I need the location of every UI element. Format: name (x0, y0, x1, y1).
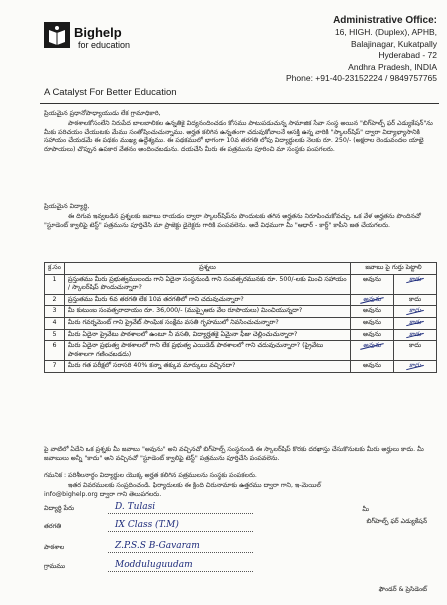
eligibility-questions-table (44, 262, 437, 373)
handwritten-field-value: D. Tulasi (115, 502, 156, 512)
salutation: ప్రియమైన ప్రధానోపాధ్యాయుడు లేక గ్రామాధికారి, (44, 110, 161, 117)
note-line: గమనిక : పరిశీలనార్థం విద్యార్థుల యొక్క అర్హత కలిగిన పత్రములను సంస్థకు పంపకలరు. (44, 472, 257, 479)
question-text: మీ కుటుంబ సంవత్సరాదాయం రూ. 36,000/- (ముప్పైఆరు వేల రూపాయలు) మించియున్నదా? (64, 306, 350, 318)
table-row (45, 341, 437, 361)
handwritten-field-value: IX Class (T.M) (115, 520, 179, 530)
answer-no-label: కాదు (408, 307, 422, 315)
answer-yes-option[interactable] (351, 361, 394, 373)
answer-yes-option[interactable] (351, 274, 394, 294)
answer-yes-label: అవును (363, 362, 381, 370)
question-text: మీరు ఏదైనా ప్రభుత్వ పాఠశాలలో గాని లేక ప్రభుత్వ ఎయిడెడ్ పాఠశాలలో గాని చదువుచున్నారా? (ప్రైవేటు పాఠశాలగా గణించబడదు) (64, 341, 350, 361)
handwritten-field-value: Modduluguudam (115, 560, 193, 570)
question-number: 2 (45, 294, 65, 306)
table-row (45, 306, 437, 318)
logo-subtitle: for education (78, 40, 131, 50)
form-field-label: విద్యార్థి పేరు (44, 505, 75, 512)
office-title: Administrative Office: (333, 15, 437, 26)
form-field-line[interactable] (108, 513, 253, 514)
question-text: ప్రస్తుతము మీరు 6వ తరగతి లేక 10వ తరగతిలో గాని చదువుచున్నారా? (64, 294, 350, 306)
phone-number: Phone: +91-40-23152224 / 9849757765 (285, 73, 437, 83)
question-text: ప్రస్తుతము మీరు ప్రభుత్వములందు గాని ఏదైనా సంస్థనుండి గాని సంవత్సరమునకు రూ. 500/-లకు మించి సహాయం / స్కాలర్‌షిప్ పొందుచున్నారా? (64, 274, 350, 294)
table-row (45, 329, 437, 341)
student-greeting: ప్రియమైన విద్యార్థి, (44, 203, 90, 210)
answer-yes-label: అవును (363, 330, 381, 338)
table-row (45, 274, 437, 294)
table-row (45, 361, 437, 373)
handwritten-field-value: Z.P.S.S B-Gavaram (115, 541, 200, 551)
address-line: 16, HIGH. (Duplex), APHB, (334, 27, 437, 37)
question-number: 4 (45, 317, 65, 329)
address-line: Hyderabad - 72 (378, 50, 437, 60)
eligibility-note: పై వాటిలో ఏదేని ఒక ప్రశ్నకు మీ జవాబు "అవును" అని వచ్చినచో బిగ్‌హెల్ప్ సంస్థనుండి ఈ స్కాలర్‌షిప్ కొరకు దరఖాస్తు చేసుకొనుటకు మీరు అర్హులు కాదు. మీ జవాబులు అన్నీ "కాదు" అని వచ్చినచో "స్టూడెంట్ క్వాలిఫై టెస్ట్" పత్రమును పూర్తిచేసి పంపవలెను. (44, 446, 424, 462)
question-number: 6 (45, 341, 65, 361)
logo-name: Bighelp (74, 25, 122, 40)
header-divider (40, 103, 439, 104)
form-field-label: గ్రామము (44, 563, 66, 570)
founder-title: ఫౌండర్ & ప్రెసిడెంట్ (378, 586, 427, 593)
form-field-line[interactable] (108, 552, 253, 553)
answer-yes-option[interactable] (351, 306, 394, 318)
question-text: మీరు గవర్నమెంట్ గాని ప్రైవేట్ సాంఘిక సంక్షేమ వసతి గృహములో నివసించుచున్నారా? (64, 317, 350, 329)
question-number: 5 (45, 329, 65, 341)
answer-yes-label: అవును (363, 307, 381, 315)
answer-yes-option[interactable] (351, 341, 394, 361)
question-text: మీరు గత పరీక్షలో సరాసరి 40% కన్నా తక్కువ మార్కులు వచ్చినదా? (64, 361, 350, 373)
answer-no-label: కాదు (408, 330, 422, 338)
answer-yes-label: అవును (363, 318, 381, 326)
answer-no-option[interactable] (394, 317, 437, 329)
question-number: 7 (45, 361, 65, 373)
question-number: 3 (45, 306, 65, 318)
form-field-line[interactable] (108, 531, 253, 532)
column-header-answer: జవాబు పై గుర్తు పెట్టాలి (351, 263, 437, 275)
table-row (45, 317, 437, 329)
answer-no-label: కాదు (408, 275, 422, 283)
question-text: మీరు ఏదైనా ప్రైవేటు పాఠశాలలో ఉంటూ నీ వసతి, విద్యార్హతకై ఏమైనా ఫీజు చెల్లించుచున్నారా? (64, 329, 350, 341)
answer-no-label: కాదు (408, 342, 422, 350)
answer-no-label: కాదు (408, 318, 422, 326)
table-header-row (45, 263, 437, 275)
contact-paragraph: ఇతర వివరములకు సంప్రదించండి. ఫిర్యాదులకు ఈ క్రింది చిరునామాకు ఉత్తరము ద్వారా గాని, ఇ-మెయిల్ (68, 482, 321, 489)
intro-paragraph: పాఠశాలకోసంలేని నిరుపేద బాలబాలికల ఉన్నతికై విద్యనందించడం కోసము పాటుపడుచున్న సామాజిక సేవా సంస్థ అయిన "బిగ్‌హెల్ప్ ఫర్ ఎడ్యుకేషన్"ను మీకు పరిచయం చేయుటకు మేము సంతోషించుచున్నాము. అర్హత కలిగిన ఉన్నతంగా చదువుకోవాలనే ఆసక్తి ఉన్న వారికి "స్కాలర్‌షిప్" ద్వారా విద్యాభ్యాసానికి సహాయం చేయడమే ఈ పథకం ముఖ్య ఉద్దేశ్యము. ఈ పథకములో భాగంగా 10వ తరగతి లోపు విద్యార్ధులకు నెలకు రూ. 250/- (అక్షరాల రెండువందల యాభై రూపాయలు) చొప్పున ఉపకార వేతనం అందించబడును. దయచేసి మీరు ఈ పత్రమును పూరించి మా సంస్థకు పంపగలరు. (44, 120, 433, 153)
address-line: Andhra Pradesh, INDIA (348, 61, 437, 72)
answer-no-label: కాదు (408, 295, 422, 303)
answer-yes-label: అవును (363, 342, 381, 350)
answer-yes-option[interactable] (351, 317, 394, 329)
answer-no-option[interactable] (394, 341, 437, 361)
organization-signature: బిగ్‌హెల్ప్ ఫర్ ఎడ్యుకేషన్ (366, 518, 427, 525)
office-address (286, 14, 437, 85)
answer-no-option[interactable] (394, 294, 437, 306)
answer-yes-label: అవును (363, 295, 381, 303)
closing-word: మీ (362, 506, 369, 513)
answer-yes-label: అవును (363, 275, 381, 283)
answer-yes-option[interactable] (351, 294, 394, 306)
answer-yes-option[interactable] (351, 329, 394, 341)
question-number: 1 (45, 274, 65, 294)
address-line: Balajinagar, Kukatpally (350, 38, 437, 49)
open-book-icon (44, 22, 70, 48)
form-field-line[interactable] (108, 571, 253, 572)
answer-no-option[interactable] (394, 361, 437, 373)
contact-email: info@bighelp.org ద్వారా గాని తెలుపగలరు. (44, 491, 162, 498)
tagline: A Catalyst For Better Education (44, 87, 177, 98)
answer-no-label: కాదు (408, 362, 422, 370)
form-field-label: తరగతి (44, 523, 62, 530)
column-header-number: క్ర.సం (45, 263, 65, 275)
answer-no-option[interactable] (394, 306, 437, 318)
answer-no-option[interactable] (394, 274, 437, 294)
table-row (45, 294, 437, 306)
form-field-label: పాఠశాల (44, 544, 65, 551)
column-header-questions: ప్రశ్నలు (64, 263, 350, 275)
answer-no-option[interactable] (394, 329, 437, 341)
instructions-paragraph: ఈ దిగువ ఇవ్వబడిన ప్రశ్నలకు జవాబు రాయడం ద్వారా స్కాలర్‌షిప్‌ను పొందుటకు తగిన అర్హతను నిరూపించుకోవచ్చు. ఒక వేళ అర్హతను పొందినచో "స్టూడెంట్ క్వాలిఫై టెస్ట్" పత్రమును పూర్తిచేసి మా ప్రాజెక్టు డైరెక్టరు గారికి పంపవలెను. అదే విధముగా మీ "ఆధార్ - కార్డ్" కాపీని జత చేయగలరు. (44, 213, 421, 229)
